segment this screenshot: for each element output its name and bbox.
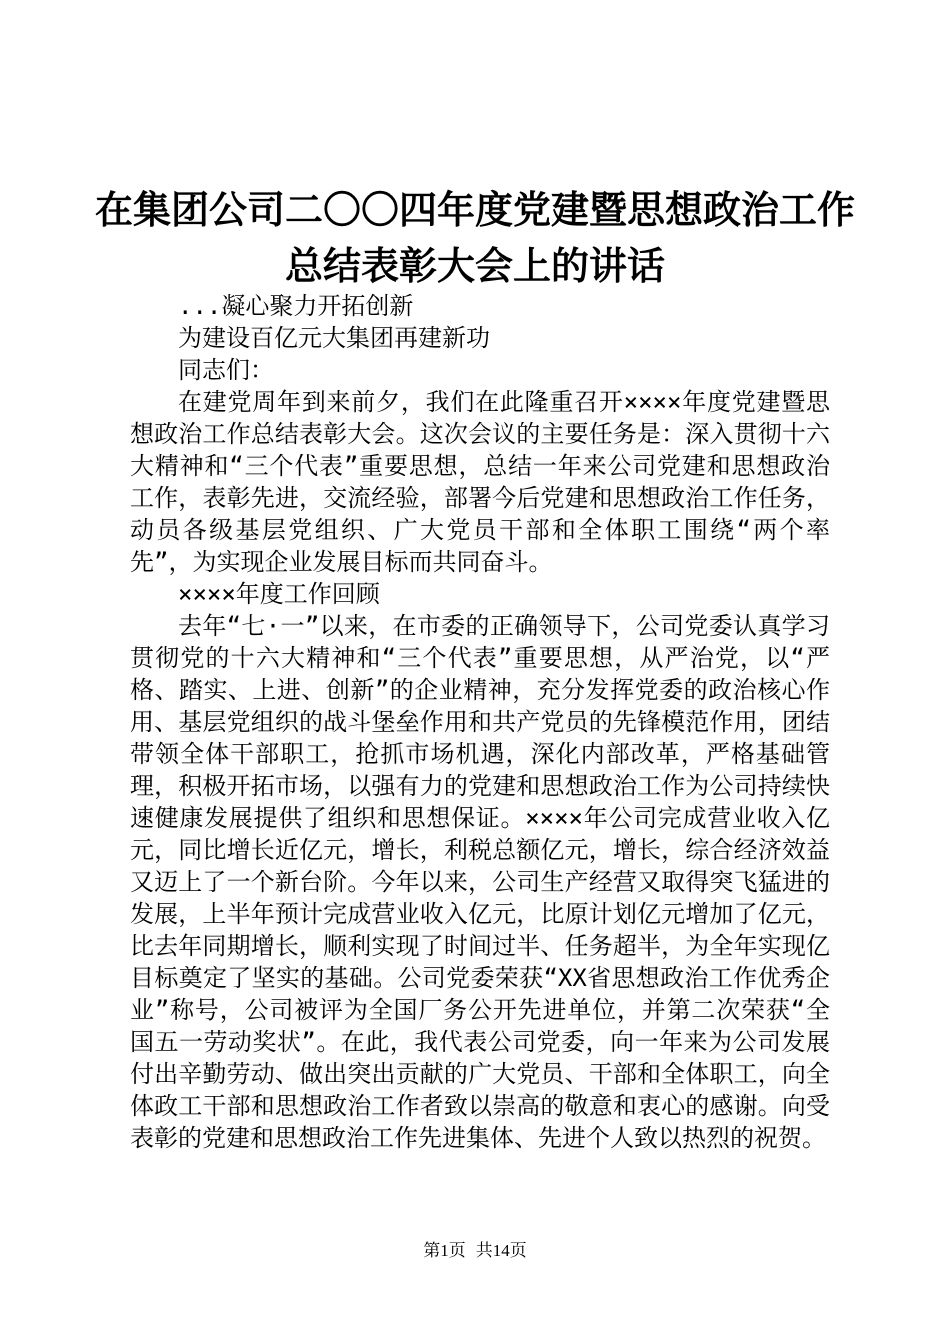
page-number: 第1页	[423, 1241, 466, 1260]
section-heading: ××××年度工作回顾	[178, 580, 380, 608]
document-title-line2: 总结表彰大会上的讲话	[284, 243, 665, 288]
paragraph-intro: 在建党周年到来前夕，我们在此隆重召开××××年度党建暨思想政治工作总结表彰大会。这次会议的主要任务是：深入贯彻十六大精神和“三个代表”重要思想，总结一年来公司党建和思想政治工作，表彰先进，交流经验，部署今后党建和思想政治工作任务，动员各级基层党组织、广大党员干部和全体职工围绕“两个率先”，为实现企业发展目标而共同奋斗。	[130, 388, 830, 576]
subtitle-line2: 为建设百亿元大集团再建新功	[178, 324, 490, 352]
page-footer	[0, 1240, 950, 1262]
document-body	[130, 290, 830, 1154]
paragraph-review: 去年“七·一”以来，在市委的正确领导下，公司党委认真学习贯彻党的十六大精神和“三个代表”重要思想，从严治党，以“严格、踏实、上进、创新”的企业精神，充分发挥党委的政治核心作用、基层党组织的战斗堡垒作用和共产党员的先锋模范作用，团结带领全体干部职工，抢抓市场机遇，深化内部改革，严格基础管理，积极开拓市场，以强有力的党建和思想政治工作为公司持续快速健康发展提供了组织和思想保证。××××年公司完成营业收入亿元，同比增长近亿元，增长，利税总额亿元，增长，综合经济效益又迈上了一个新台阶。今年以来，公司生产经营又取得突飞猛进的发展，上半年预计完成营业收入亿元，比原计划亿元增加了亿元，比去年同期增长，顺利实现了时间过半、任务超半，为全年实现亿目标奠定了坚实的基础。公司党委荣获“XX省思想政治工作优秀企业”称号，公司被评为全国厂务公开先进单位，并第二次荣获“全国五一劳动奖状”。在此，我代表公司党委，向一年来为公司发展付出辛勤劳动、做出突出贡献的广大党员、干部和全体职工，向全体政工干部和思想政治工作者致以崇高的敬意和衷心的感谢。向受表彰的党建和思想政治工作先进集体、先进个人致以热烈的祝贺。	[130, 612, 830, 1152]
document-title-line1: 在集团公司二〇〇四年度党建暨思想政治工作	[94, 187, 855, 232]
subtitle-line1: ...凝心聚力开拓创新	[178, 292, 414, 320]
greeting: 同志们：	[178, 356, 274, 384]
page-total: 共14页	[475, 1241, 527, 1260]
